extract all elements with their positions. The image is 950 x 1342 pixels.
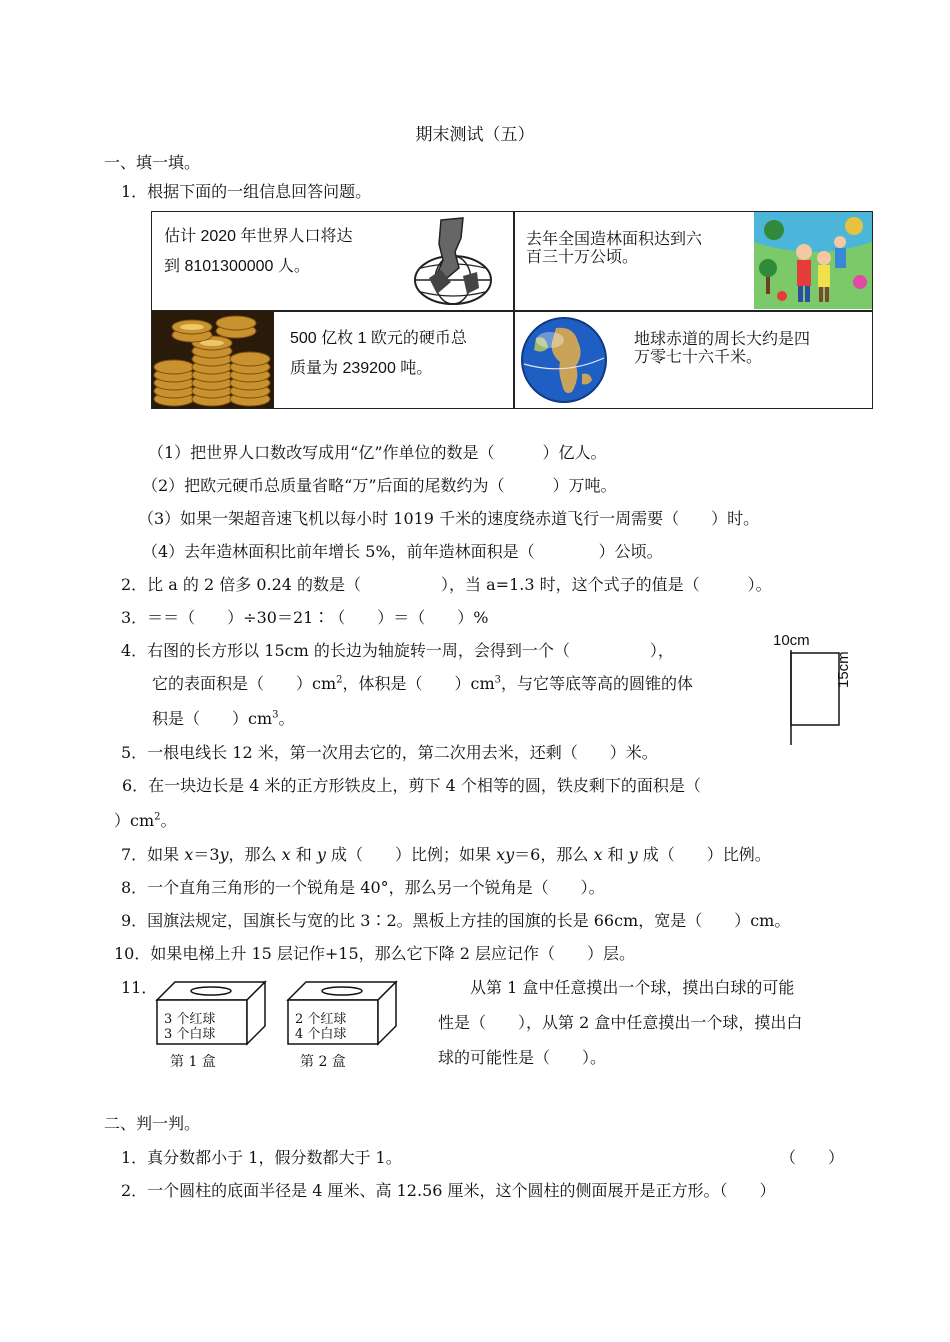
q1-sub3: （3）如果一架超音速飞机以每小时 1019 千米的速度绕赤道飞行一周需要（ ）时。 bbox=[138, 509, 760, 528]
s2-q1: 1．真分数都小于 1，假分数都大于 1。 bbox=[121, 1148, 402, 1167]
q7-text-7: 和 bbox=[602, 845, 629, 864]
cell-equator-line1: 地球赤道的周长大约是四 bbox=[634, 331, 811, 348]
cell-population-line2: 到 8101300000 人。 bbox=[164, 258, 310, 275]
q1-sub2: （2）把欧元硬币总质量省略“万”后面的尾数约为（ ）万吨。 bbox=[142, 476, 617, 495]
q4-line2-b: ，体积是（ ）cm bbox=[342, 674, 495, 693]
rectangle-figure bbox=[786, 650, 842, 746]
q4-line2 bbox=[152, 671, 693, 694]
q11-text-line3: 球的可能性是（ ）。 bbox=[438, 1048, 607, 1067]
q11-text-line2: 性是（ ），从第 2 盒中任意摸出一个球，摸出白 bbox=[438, 1013, 803, 1032]
cell-equator-line2: 万零七十六千米。 bbox=[634, 349, 763, 366]
section1-heading: 一、填一填。 bbox=[104, 153, 201, 172]
q4-line3 bbox=[152, 706, 295, 729]
q8: 8．一个直角三角形的一个锐角是 40°，那么另一个锐角是（ ）。 bbox=[121, 878, 605, 897]
q7-var-y2: y bbox=[316, 845, 326, 864]
q4-line3-a: 积是（ ）cm bbox=[152, 709, 273, 728]
q3: 3．＝＝（ ）÷30＝21∶（ ）＝（ ）% bbox=[121, 608, 489, 627]
cell-forest-line2: 百三十万公顷。 bbox=[526, 249, 639, 266]
q1-sub1: （1）把世界人口数改写成用“亿”作单位的数是（ ）亿人。 bbox=[148, 443, 607, 462]
q6-line2-b: 。 bbox=[160, 811, 177, 830]
figure-height-label: 15cm bbox=[835, 651, 852, 688]
q7-var-x3: x bbox=[593, 845, 603, 864]
q2: 2．比 a 的 2 倍多 0.24 的数是（ ），当 a=1.3 时，这个式子的值是（ ）。 bbox=[121, 575, 772, 594]
cell-population-line1: 估计 2020 年世界人口将达 bbox=[164, 228, 353, 245]
q7-var-x1: x bbox=[184, 845, 194, 864]
q6-line2-a: ）cm bbox=[114, 811, 155, 830]
q7-text-6: ＝6，那么 bbox=[514, 845, 594, 864]
q7 bbox=[121, 842, 771, 865]
box2-line2: 4 个白球 bbox=[295, 1027, 347, 1042]
info-table bbox=[151, 211, 873, 409]
q4-line3-sup: 3 bbox=[272, 709, 279, 721]
q11-text-line1: 从第 1 盒中任意摸出一个球，摸出白球的可能 bbox=[470, 978, 795, 997]
q4-line3-b: 。 bbox=[278, 709, 295, 728]
tree-planting-illustration bbox=[754, 212, 872, 309]
box1-line2: 3 个白球 bbox=[164, 1027, 216, 1042]
s2-q1-answer-paren: （ ） bbox=[780, 1148, 845, 1167]
cell-forest-line1: 去年全国造林面积达到六 bbox=[526, 231, 703, 248]
q7-text-8: 成（ ）比例。 bbox=[637, 845, 771, 864]
q1-prompt: 1．根据下面的一组信息回答问题。 bbox=[121, 182, 372, 201]
q4-line2-sup1: 2 bbox=[336, 674, 343, 686]
cell-coins-line2: 质量为 239200 吨。 bbox=[290, 360, 433, 377]
box2-caption: 第 2 盒 bbox=[300, 1054, 346, 1070]
q1-sub4: （4）去年造林面积比前年增长 5%，前年造林面积是（ ）公顷。 bbox=[142, 542, 663, 561]
q7-text-4: 和 bbox=[290, 845, 317, 864]
box2-line1: 2 个红球 bbox=[295, 1012, 347, 1027]
q6-line2-sup: 2 bbox=[154, 811, 161, 823]
q7-var-xy: xy bbox=[496, 845, 515, 864]
q9: 9．国旗法规定，国旗长与宽的比 3∶2。黑板上方挂的国旗的长是 66cm，宽是（ ）cm。 bbox=[121, 911, 791, 930]
q7-text-3: ，那么 bbox=[228, 845, 282, 864]
q6-line2 bbox=[114, 808, 177, 831]
earth-globe-photo bbox=[518, 314, 610, 406]
box1-line1: 3 个红球 bbox=[164, 1012, 216, 1027]
s2-q2: 2．一个圆柱的底面半径是 4 厘米、高 12.56 厘米，这个圆柱的侧面展开是正方形。（ ） bbox=[121, 1181, 776, 1200]
q7-text-5: 成（ ）比例；如果 bbox=[325, 845, 497, 864]
section2-heading: 二、判一判。 bbox=[104, 1114, 201, 1133]
q4-line2-sup2: 3 bbox=[494, 674, 502, 686]
q6-line1: 6．在一块边长是 4 米的正方形铁皮上，剪下 4 个相等的圆，铁皮剩下的面积是（ bbox=[122, 776, 701, 795]
q7-text-1: 7．如果 bbox=[121, 845, 185, 864]
q7-text-2: ＝3 bbox=[193, 845, 220, 864]
q4-line2-c: ，与它等底等高的圆锥的体 bbox=[501, 674, 694, 693]
q7-var-y1: y bbox=[219, 845, 229, 864]
q7-var-y3: y bbox=[628, 845, 638, 864]
page-title: 期末测试（五） bbox=[415, 125, 535, 145]
q7-var-x2: x bbox=[281, 845, 291, 864]
q4-line1: 4．右图的长方形以 15cm 的长边为轴旋转一周，会得到一个（ ）， bbox=[121, 641, 674, 660]
cell-coins-line1: 500 亿枚 1 欧元的硬币总 bbox=[290, 330, 467, 347]
figure-width-label: 10cm bbox=[773, 632, 810, 649]
coins-photo bbox=[152, 311, 274, 408]
q4-line2-a: 它的表面积是（ ）cm bbox=[152, 674, 337, 693]
q10: 10．如果电梯上升 15 层记作+15，那么它下降 2 层应记作（ ）层。 bbox=[114, 944, 636, 963]
box1-caption: 第 1 盒 bbox=[170, 1054, 216, 1070]
q5: 5．一根电线长 12 米，第一次用去它的，第二次用去米，还剩（ ）米。 bbox=[121, 743, 658, 762]
globe-hand-illustration bbox=[407, 216, 499, 308]
q11-number: 11． bbox=[121, 978, 158, 997]
